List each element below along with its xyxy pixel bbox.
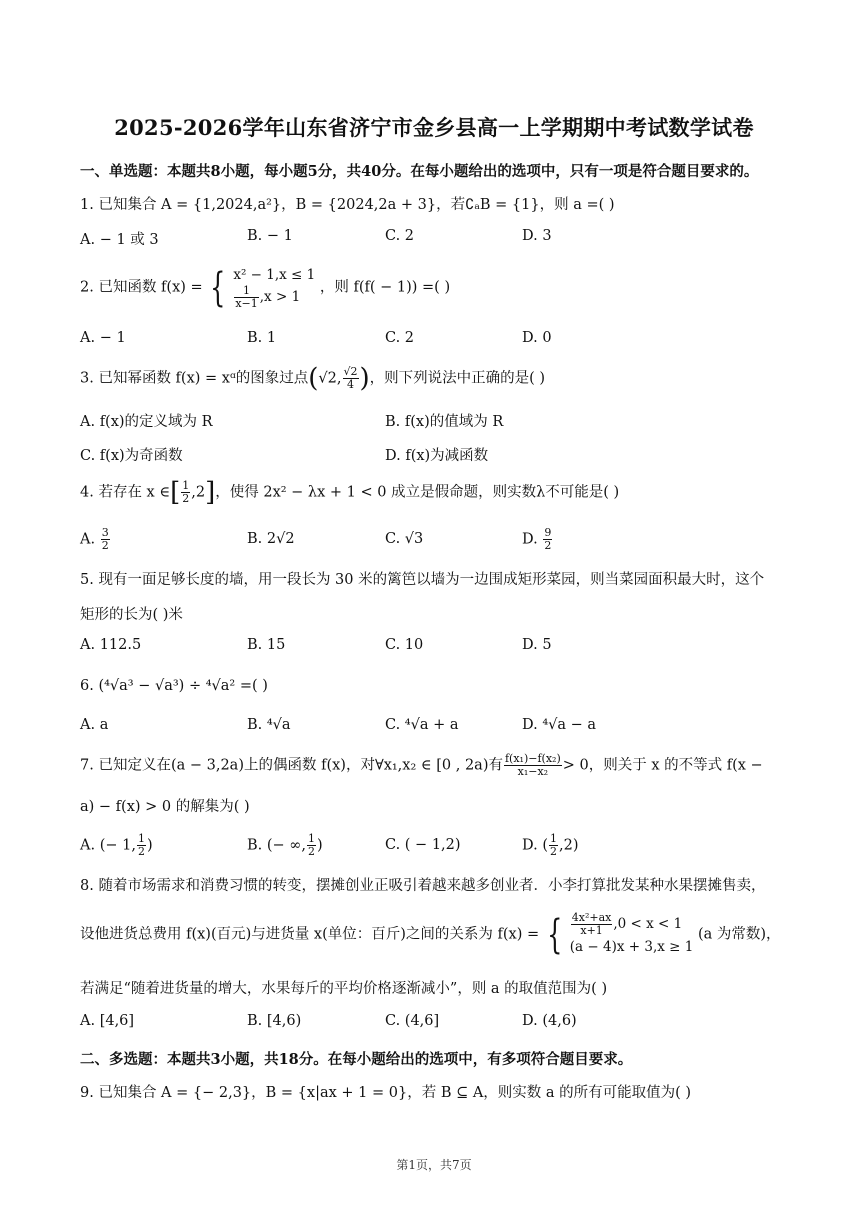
q4-option-d-label: D. xyxy=(522,531,538,548)
q8-case1-den: x+1 xyxy=(580,924,603,937)
question-5-line-2: 矩形的长为( )米 xyxy=(80,607,183,623)
q4-right-bracket: ] xyxy=(205,477,216,508)
q2-case2-num: 1 xyxy=(234,285,258,298)
question-8-line-2 xyxy=(80,912,781,957)
question-7-line-2: a) − f(x) > 0 的解集为( ) xyxy=(80,799,250,815)
page-footer: 第1页，共7页 xyxy=(396,1158,472,1172)
q1-option-c: C. 2 xyxy=(385,228,415,244)
q8-line2-prefix: 设他进货总费用 f(x)(百元)与进货量 x(单位：百斤)之间的关系为 f(x) = xyxy=(80,926,540,943)
q7-option-a-den: 2 xyxy=(137,845,145,858)
q6-option-d: D. ⁴√a − a xyxy=(522,717,597,733)
question-4-stem xyxy=(80,477,620,508)
q8-option-c: C. (4,6] xyxy=(385,1013,440,1029)
q6-option-c: C. ⁴√a + a xyxy=(385,717,459,733)
q7-option-a-tail: ) xyxy=(146,837,153,854)
question-8-line-1: 8. 随着市场需求和消费习惯的转变，摆摊创业正吸引着越来越多创业者．小李打算批发某种水果摆摊售卖， xyxy=(80,878,766,894)
q5-option-b: B. 15 xyxy=(247,637,286,653)
q2-case2-den: x−1 xyxy=(235,297,258,310)
q4-interval-num: 1 xyxy=(182,479,190,492)
q7-line1-a: 7. 已知定义在(a − 3,2a)上的偶函数 f(x)，对∀x₁,x₂ ∈ [0 , 2a)有 xyxy=(80,757,503,774)
q7-frac-num: f(x₁)−f(x₂) xyxy=(504,752,561,765)
q2-suffix: ，则 f(f( − 1)) =( ) xyxy=(319,279,451,296)
q2-case-1: x² − 1,x ≤ 1 xyxy=(233,267,316,283)
q4-prefix: 4. 若存在 x ∈ xyxy=(80,484,171,501)
q3-point-den: 4 xyxy=(347,378,354,391)
exam-title: 2025-2026学年山东省济宁市金乡县高一上学期期中考试数学试卷 xyxy=(114,115,754,140)
q1-option-a: A. − 1 或 3 xyxy=(80,232,159,248)
q4-interval-den: 2 xyxy=(182,492,190,505)
q3-option-d: D. f(x)为减函数 xyxy=(385,448,489,464)
q7-option-d-label: D. ( xyxy=(522,837,548,854)
question-8-line-3: 若满足“随着进货量的增大，水果每斤的平均价格逐渐减小”，则 a 的取值范围为( ) xyxy=(80,981,608,997)
question-5-line-1: 5. 现有一面足够长度的墙，用一段长为 30 米的篱笆以墙为一边围成矩形菜园，则当菜园面积最大时，这个 xyxy=(80,572,765,588)
q8-piecewise xyxy=(570,912,694,957)
q4-suffix: ，使得 2x² − λx + 1 < 0 成立是假命题，则实数λ不可能是( ) xyxy=(215,484,620,501)
q2-option-d: D. 0 xyxy=(522,330,552,346)
q8-case1-num: 4x²+ax xyxy=(571,911,612,924)
q7-frac-den: x₁−x₂ xyxy=(517,765,549,778)
q4-option-a-den: 2 xyxy=(101,539,109,552)
q4-option-d-den: 2 xyxy=(544,539,552,552)
q3-point-x: √2, xyxy=(318,370,342,387)
q5-option-d: D. 5 xyxy=(522,637,552,653)
q3-left-paren: ( xyxy=(308,363,319,394)
q2-case2-cond: ,x > 1 xyxy=(259,289,301,305)
q2-prefix: 2. 已知函数 f(x) = xyxy=(80,279,203,296)
q4-option-a xyxy=(80,527,111,552)
q8-option-a: A. [4,6] xyxy=(80,1013,135,1029)
q6-option-b: B. ⁴√a xyxy=(247,717,291,733)
question-2-stem xyxy=(80,265,450,310)
q7-option-b xyxy=(247,833,323,858)
q1-option-b: B. − 1 xyxy=(247,228,293,244)
q7-option-b-num: 1 xyxy=(307,832,315,845)
question-7-line-1 xyxy=(80,753,763,778)
q2-option-b: B. 1 xyxy=(247,330,277,346)
q3-option-a: A. f(x)的定义域为 R xyxy=(80,414,213,430)
q3-point-num: √2 xyxy=(343,365,358,378)
q2-piecewise xyxy=(233,265,315,310)
question-1-stem: 1. 已知集合 A = {1,2024,a²}，B = {2024,2a + 3}，若∁ₐB = {1}，则 a =( ) xyxy=(80,197,615,213)
q7-option-a-num: 1 xyxy=(137,832,145,845)
q7-option-c: C. ( − 1,2) xyxy=(385,837,461,853)
q3-right-paren: ) xyxy=(359,363,370,394)
q4-left-bracket: [ xyxy=(170,477,181,508)
q2-option-c: C. 2 xyxy=(385,330,415,346)
q3-option-b: B. f(x)的值域为 R xyxy=(385,414,504,430)
q6-option-a: A. a xyxy=(80,717,109,733)
q7-option-b-den: 2 xyxy=(307,845,315,858)
q2-brace: { xyxy=(210,264,226,311)
q8-brace: { xyxy=(546,911,563,958)
q4-option-d-num: 9 xyxy=(544,526,552,539)
question-9-stem: 9. 已知集合 A = {− 2,3}，B = {x|ax + 1 = 0}，若 B ⊆ A，则实数 a 的所有可能取值为( ) xyxy=(80,1085,692,1101)
q7-option-d-den: 2 xyxy=(549,845,557,858)
q7-option-b-label: B. (− ∞, xyxy=(247,837,306,854)
q2-case-2 xyxy=(233,285,315,310)
q4-interval-rest: ,2 xyxy=(191,484,206,501)
q5-option-c: C. 10 xyxy=(385,637,424,653)
q7-option-d xyxy=(522,833,578,858)
q8-line2-suffix: (a 为常数)， xyxy=(697,926,781,943)
q8-case-2: (a − 4)x + 3,x ≥ 1 xyxy=(569,939,694,955)
q3-option-c: C. f(x)为奇函数 xyxy=(80,448,183,464)
q7-option-a xyxy=(80,833,153,858)
q4-option-a-label: A. xyxy=(80,531,96,548)
q1-option-d: D. 3 xyxy=(522,228,552,244)
q4-option-a-num: 3 xyxy=(101,526,109,539)
question-6-stem: 6. (⁴√a³ − √a³) ÷ ⁴√a² =( ) xyxy=(80,678,268,694)
q7-option-d-tail: ,2) xyxy=(558,837,579,854)
q4-option-b: B. 2√2 xyxy=(247,531,295,547)
q3-prefix: 3. 已知幂函数 f(x) = xᵅ的图象过点 xyxy=(80,370,309,387)
q2-option-a: A. − 1 xyxy=(80,330,126,346)
q5-option-a: A. 112.5 xyxy=(80,637,142,653)
section-single-choice-header: 一、单选题：本题共8小题，每小题5分，共40分。在每小题给出的选项中，只有一项是符合题目要求的。 xyxy=(80,163,759,180)
q7-option-a-label: A. (− 1, xyxy=(80,837,136,854)
q7-line1-b: > 0，则关于 x 的不等式 f(x − xyxy=(562,757,763,774)
q4-option-c: C. √3 xyxy=(385,531,424,547)
question-3-stem xyxy=(80,363,546,394)
q4-option-d xyxy=(522,527,553,552)
q8-option-d: D. (4,6) xyxy=(522,1013,577,1029)
q3-suffix: ，则下列说法中正确的是( ) xyxy=(369,370,546,387)
q7-option-d-num: 1 xyxy=(549,832,557,845)
q8-case1-cond: ,0 < x < 1 xyxy=(613,916,683,932)
section-multiple-choice-header: 二、多选题：本题共3小题，共18分。在每小题给出的选项中，有多项符合题目要求。 xyxy=(80,1051,633,1068)
q8-option-b: B. [4,6) xyxy=(247,1013,302,1029)
q8-case-1 xyxy=(570,912,694,937)
q7-option-b-tail: ) xyxy=(316,837,323,854)
